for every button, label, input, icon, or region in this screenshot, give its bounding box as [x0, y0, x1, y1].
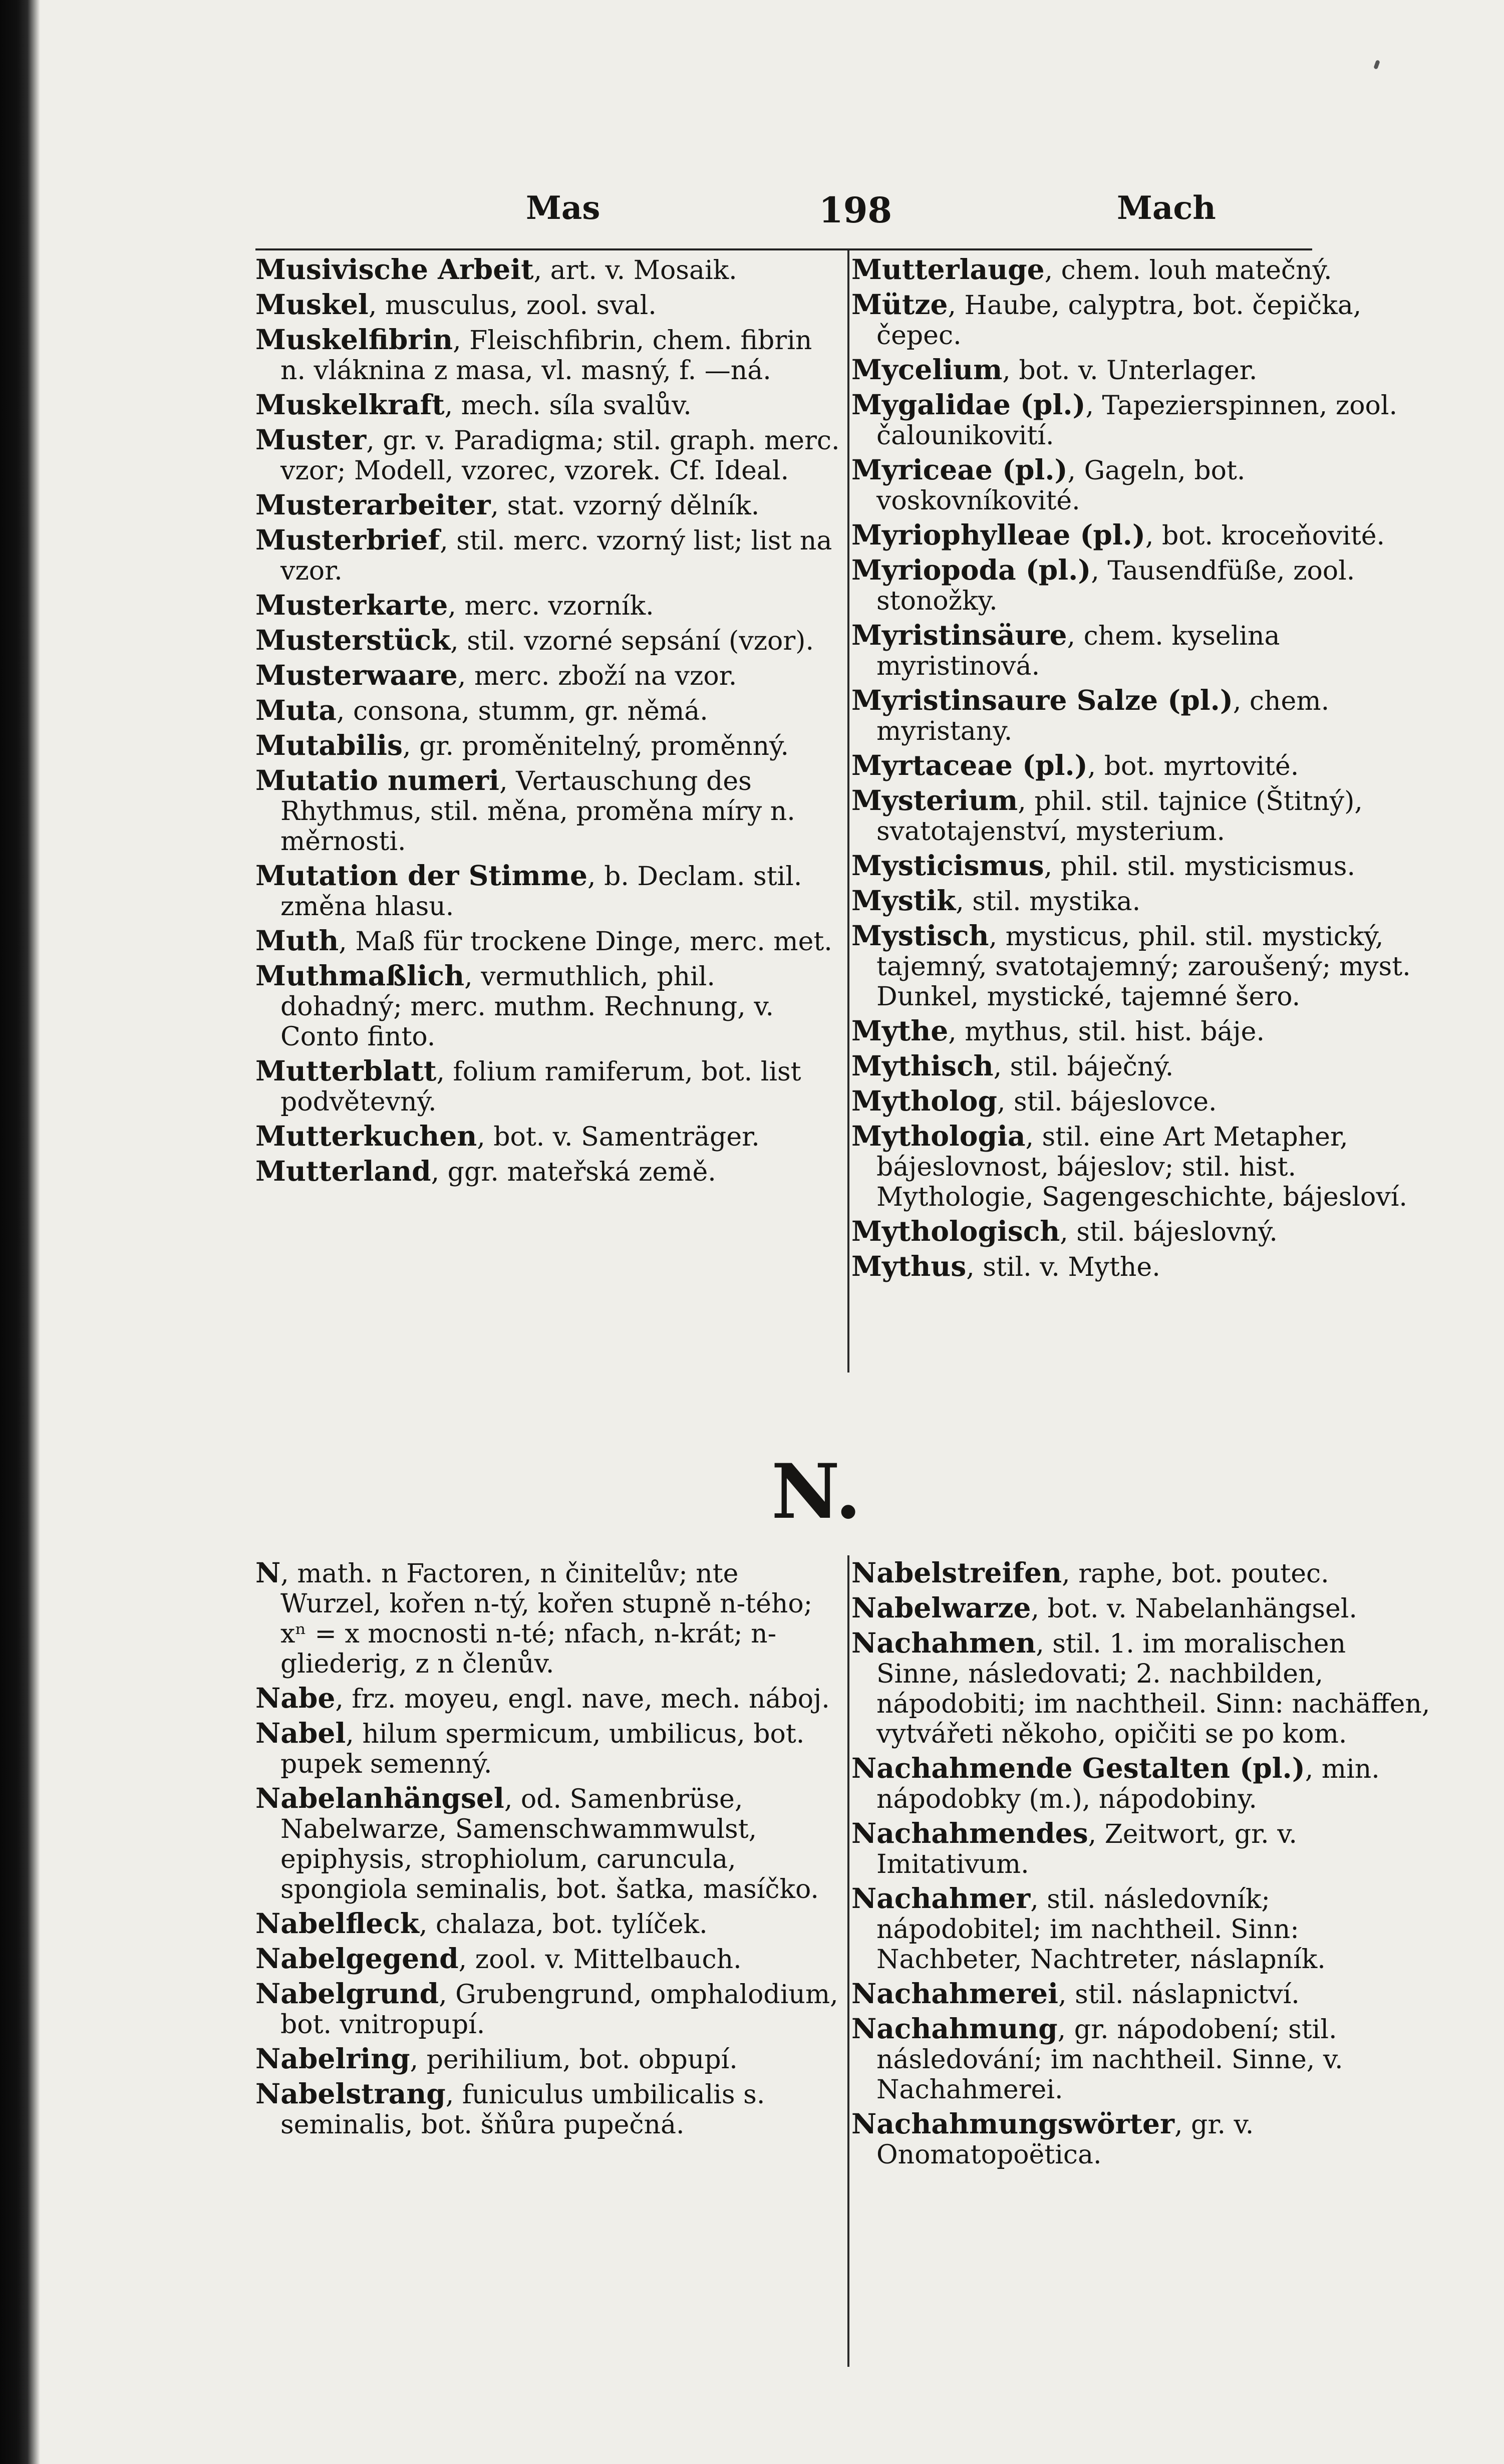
- dictionary-entry: Mythisch, stil. báječný.: [851, 1049, 1174, 1082]
- dictionary-entry: Myriceae (pl.), Gageln, bot. voskovníkovité.: [851, 453, 1246, 516]
- dictionary-entry: Mystisch, mysticus, phil. stil. mystický, tajemný, svatotajemný; zaroušený; myst. Dunkel, mystické, tajemné šero.: [851, 919, 1411, 1012]
- dictionary-entry: Mythus, stil. v. Mythe.: [851, 1250, 1160, 1282]
- binding-shadow: [0, 0, 40, 2464]
- dictionary-entry: Nabelstrang, funiculus umbilicalis s. seminalis, bot. šňůra pupečná.: [255, 2077, 765, 2140]
- dictionary-entry: Musterstück, stil. vzorné sepsání (vzor).: [255, 624, 814, 656]
- dictionary-entry: Mycelium, bot. v. Unterlager.: [851, 353, 1258, 386]
- paper-speck: [1373, 60, 1380, 70]
- dictionary-entry: Nachahmer, stil. následovník; nápodobitel; im nachtheil. Sinn: Nachbeter, Nachtreter, náslapník.: [851, 1882, 1326, 1975]
- dictionary-entry: Muthmaßlich, vermuthlich, phil. dohadný; merc. muthm. Rechnung, v. Conto finto.: [255, 959, 774, 1052]
- dictionary-entry: Mytholog, stil. bájeslovce.: [851, 1084, 1217, 1117]
- dictionary-entry: Nabelanhängsel, od. Samenbrüse, Nabelwarze, Samenschwammwulst, epiphysis, strophiolum, caruncula, spongiola seminalis, bot. šatka, masíčko.: [255, 1782, 819, 1904]
- dictionary-entry: Mythologisch, stil. bájeslovný.: [851, 1215, 1278, 1247]
- dictionary-entry: Musterbrief, stil. merc. vzorný list; list na vzor.: [255, 523, 832, 586]
- dictionary-entry: Mysterium, phil. stil. tajnice (Štitný), svatotajenství, mysterium.: [851, 784, 1363, 847]
- dictionary-entry: Mythologia, stil. eine Art Metapher, bájeslovnost, bájeslov; stil. hist. Mythologie, Sagengeschichte, bájesloví.: [851, 1120, 1407, 1212]
- dictionary-entry: Mütze, Haube, calyptra, bot. čepička, čepec.: [851, 288, 1362, 351]
- left-column-top: [255, 254, 841, 1191]
- dictionary-entry: Mygalidae (pl.), Tapezierspinnen, zool. čalounikovití.: [851, 388, 1398, 451]
- dictionary-entry: Nabelgrund, Grubengrund, omphalodium, bot. vnitropupí.: [255, 1977, 838, 2040]
- dictionary-entry: Mutatio numeri, Vertauschung des Rhythmus, stil. měna, proměna míry n. měrnosti.: [255, 764, 795, 857]
- dictionary-entry: Nachahmung, gr. nápodobení; stil. následování; im nachtheil. Sinne, v. Nachahmerei.: [851, 2012, 1343, 2105]
- header-right-guide-word: Mach: [1117, 189, 1216, 227]
- dictionary-entry: Nabelfleck, chalaza, bot. tylíček.: [255, 1907, 708, 1940]
- dictionary-entry: Myriopoda (pl.), Tausendfüße, zool. stonožky.: [851, 554, 1355, 616]
- header-rule: [255, 248, 1312, 250]
- dictionary-entry: Muta, consona, stumm, gr. němá.: [255, 694, 708, 726]
- column-divider-bottom: [847, 1555, 849, 2367]
- dictionary-entry: Musterkarte, merc. vzorník.: [255, 589, 654, 621]
- column-divider-top: [847, 250, 849, 1373]
- dictionary-entry: Nachahmende Gestalten (pl.), min. nápodobky (m.), nápodobiny.: [851, 1752, 1380, 1814]
- right-column-top: [851, 254, 1437, 1286]
- page-number: 198: [819, 189, 892, 231]
- left-column-bottom: [255, 1558, 841, 2144]
- dictionary-entry: N, math. n Factoren, n činitelův; nte Wurzel, kořen n-tý, kořen stupně n-tého; xⁿ = x mocnosti n-té; nfach, n-krát; n-gliederig, z n členův.: [255, 1556, 813, 1679]
- dictionary-entry: Nachahmendes, Zeitwort, gr. v. Imitativum.: [851, 1817, 1297, 1879]
- dictionary-entry: Mythe, mythus, stil. hist. báje.: [851, 1014, 1265, 1047]
- section-letter: N.: [771, 1448, 861, 1536]
- dictionary-entry: Mutabilis, gr. proměnitelný, proměnný.: [255, 729, 789, 761]
- dictionary-entry: Musterwaare, merc. zboží na vzor.: [255, 659, 737, 691]
- dictionary-entry: Nabelring, perihilium, bot. obpupí.: [255, 2042, 738, 2075]
- dictionary-entry: Musterarbeiter, stat. vzorný dělník.: [255, 488, 760, 521]
- dictionary-entry: Myriophylleae (pl.), bot. kroceňovité.: [851, 518, 1385, 551]
- dictionary-entry: Muskel, musculus, zool. sval.: [255, 288, 657, 321]
- dictionary-entry: Nachahmen, stil. 1. im moralischen Sinne, následovati; 2. nachbilden, nápodobiti; im nachtheil. Sinn: nachäffen, vytvářeti někoho, opičiti se po kom.: [851, 1626, 1430, 1749]
- dictionary-entry: Mutterlauge, chem. louh matečný.: [851, 253, 1332, 286]
- dictionary-entry: Mutterkuchen, bot. v. Samenträger.: [255, 1120, 760, 1152]
- dictionary-entry: Muskelfibrin, Fleischfibrin, chem. fibrin n. vláknina z masa, vl. masný, f. —ná.: [255, 323, 812, 386]
- dictionary-entry: Mutterblatt, folium ramiferum, bot. list podvětevný.: [255, 1054, 801, 1117]
- dictionary-entry: Nabelgegend, zool. v. Mittelbauch.: [255, 1942, 742, 1975]
- dictionary-entry: Mutterland, ggr. mateřská země.: [255, 1155, 716, 1187]
- dictionary-entry: Nachahmerei, stil. náslapnictví.: [851, 1977, 1300, 2010]
- dictionary-entry: Nabelwarze, bot. v. Nabelanhängsel.: [851, 1591, 1357, 1624]
- dictionary-entry: Nabelstreifen, raphe, bot. poutec.: [851, 1556, 1329, 1589]
- dictionary-entry: Nabel, hilum spermicum, umbilicus, bot. pupek semenný.: [255, 1717, 805, 1779]
- dictionary-entry: Myristinsaure Salze (pl.), chem. myristany.: [851, 684, 1330, 746]
- dictionary-entry: Nachahmungswörter, gr. v. Onomatopoëtica.: [851, 2107, 1254, 2170]
- dictionary-entry: Mystik, stil. mystika.: [851, 884, 1141, 917]
- dictionary-entry: Muskelkraft, mech. síla svalův.: [255, 388, 692, 421]
- running-header: [250, 189, 1302, 234]
- dictionary-entry: Myrtaceae (pl.), bot. myrtovité.: [851, 749, 1299, 781]
- dictionary-entry: Muth, Maß für trockene Dinge, merc. met.: [255, 924, 832, 957]
- dictionary-entry: Muster, gr. v. Paradigma; stil. graph. merc. vzor; Modell, vzorec, vzorek. Cf. Ideal.: [255, 423, 840, 486]
- dictionary-entry: Mysticismus, phil. stil. mysticismus.: [851, 849, 1356, 882]
- header-left-guide-word: Mas: [526, 189, 600, 227]
- right-column-bottom: [851, 1558, 1437, 2174]
- dictionary-entry: Musivische Arbeit, art. v. Mosaik.: [255, 253, 737, 286]
- dictionary-entry: Nabe, frz. moyeu, engl. nave, mech. náboj.: [255, 1682, 830, 1714]
- dictionary-entry: Mutation der Stimme, b. Declam. stil. změna hlasu.: [255, 859, 802, 922]
- dictionary-entry: Myristinsäure, chem. kyselina myristinová.: [851, 619, 1280, 681]
